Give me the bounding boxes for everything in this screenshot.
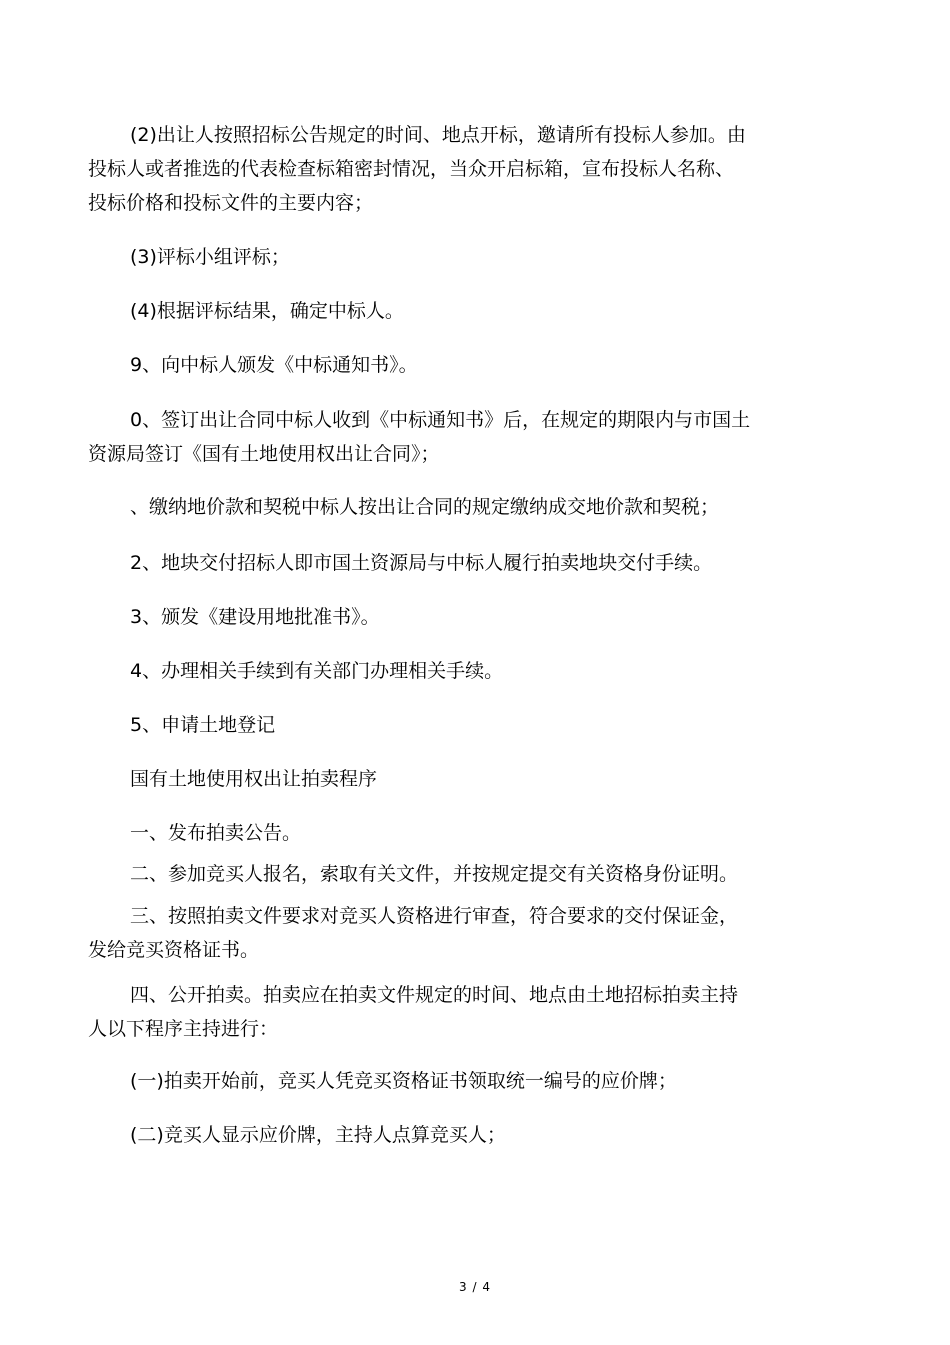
text-line: 一、发布拍卖公告。 — [130, 822, 302, 844]
text-line: (二)竞买人显示应价牌，主持人点算竞买人； — [130, 1124, 506, 1146]
paragraph-registration — [88, 708, 818, 742]
text-line: 三、按照拍卖文件要求对竞买人资格进行审查，符合要求的交付保证金， — [130, 905, 739, 927]
text-line: 国有土地使用权出让拍卖程序 — [130, 768, 378, 790]
paragraph-pay-fees — [88, 490, 818, 524]
paragraph-sign-contract — [88, 403, 818, 471]
text-line: 3、颁发《建设用地批准书》。 — [130, 606, 380, 628]
paragraph-opening-bids — [88, 118, 818, 220]
text-line: 、缴纳地价款和契税中标人按出让合同的规定缴纳成交地价款和契税； — [130, 496, 720, 518]
text-line: (一)拍卖开始前，竞买人凭竞买资格证书领取统一编号的应价牌； — [130, 1070, 677, 1092]
text-line: (3)评标小组评标； — [130, 246, 290, 268]
paragraph-procedures — [88, 654, 818, 688]
text-line: 二、参加竞买人报名，索取有关文件，并按规定提交有关资格身份证明。 — [130, 863, 739, 885]
text-line: 9、向中标人颁发《中标通知书》。 — [130, 354, 418, 376]
text-line: 人以下程序主持进行： — [88, 1018, 279, 1040]
text-line: 资源局签订《国有土地使用权出让合同》； — [88, 443, 440, 465]
text-line: 四、公开拍卖。拍卖应在拍卖文件规定的时间、地点由土地招标拍卖主持 — [130, 984, 739, 1006]
paragraph-land-delivery — [88, 546, 818, 580]
text-line: 0、签订出让合同中标人收到《中标通知书》后，在规定的期限内与市国土 — [130, 409, 751, 431]
paragraph-auction-notice — [88, 816, 818, 850]
text-line: 5、申请土地登记 — [130, 714, 276, 736]
paragraph-bidder-registration — [88, 857, 818, 891]
text-line: 2、地块交付招标人即市国土资源局与中标人履行拍卖地块交付手续。 — [130, 552, 713, 574]
paragraph-bid-paddle — [88, 1064, 818, 1098]
text-line: 投标价格和投标文件的主要内容； — [88, 192, 374, 214]
paragraph-determine-winner — [88, 294, 818, 328]
paragraph-issue-approval — [88, 600, 818, 634]
text-line: 4、办理相关手续到有关部门办理相关手续。 — [130, 660, 504, 682]
paragraph-award-notice — [88, 348, 818, 382]
paragraph-evaluation — [88, 240, 818, 274]
paragraph-show-paddle — [88, 1118, 818, 1152]
paragraph-qualification-review — [88, 899, 818, 967]
section-heading-auction — [88, 762, 818, 796]
text-line: (2)出让人按照招标公告规定的时间、地点开标，邀请所有投标人参加。由 — [130, 124, 746, 146]
text-line: (4)根据评标结果，确定中标人。 — [130, 300, 404, 322]
text-line: 投标人或者推选的代表检查标箱密封情况，当众开启标箱，宣布投标人名称、 — [88, 158, 735, 180]
text-line: 发给竞买资格证书。 — [88, 939, 260, 961]
page-number: 3 / 4 — [459, 1280, 491, 1294]
paragraph-public-auction — [88, 978, 818, 1046]
